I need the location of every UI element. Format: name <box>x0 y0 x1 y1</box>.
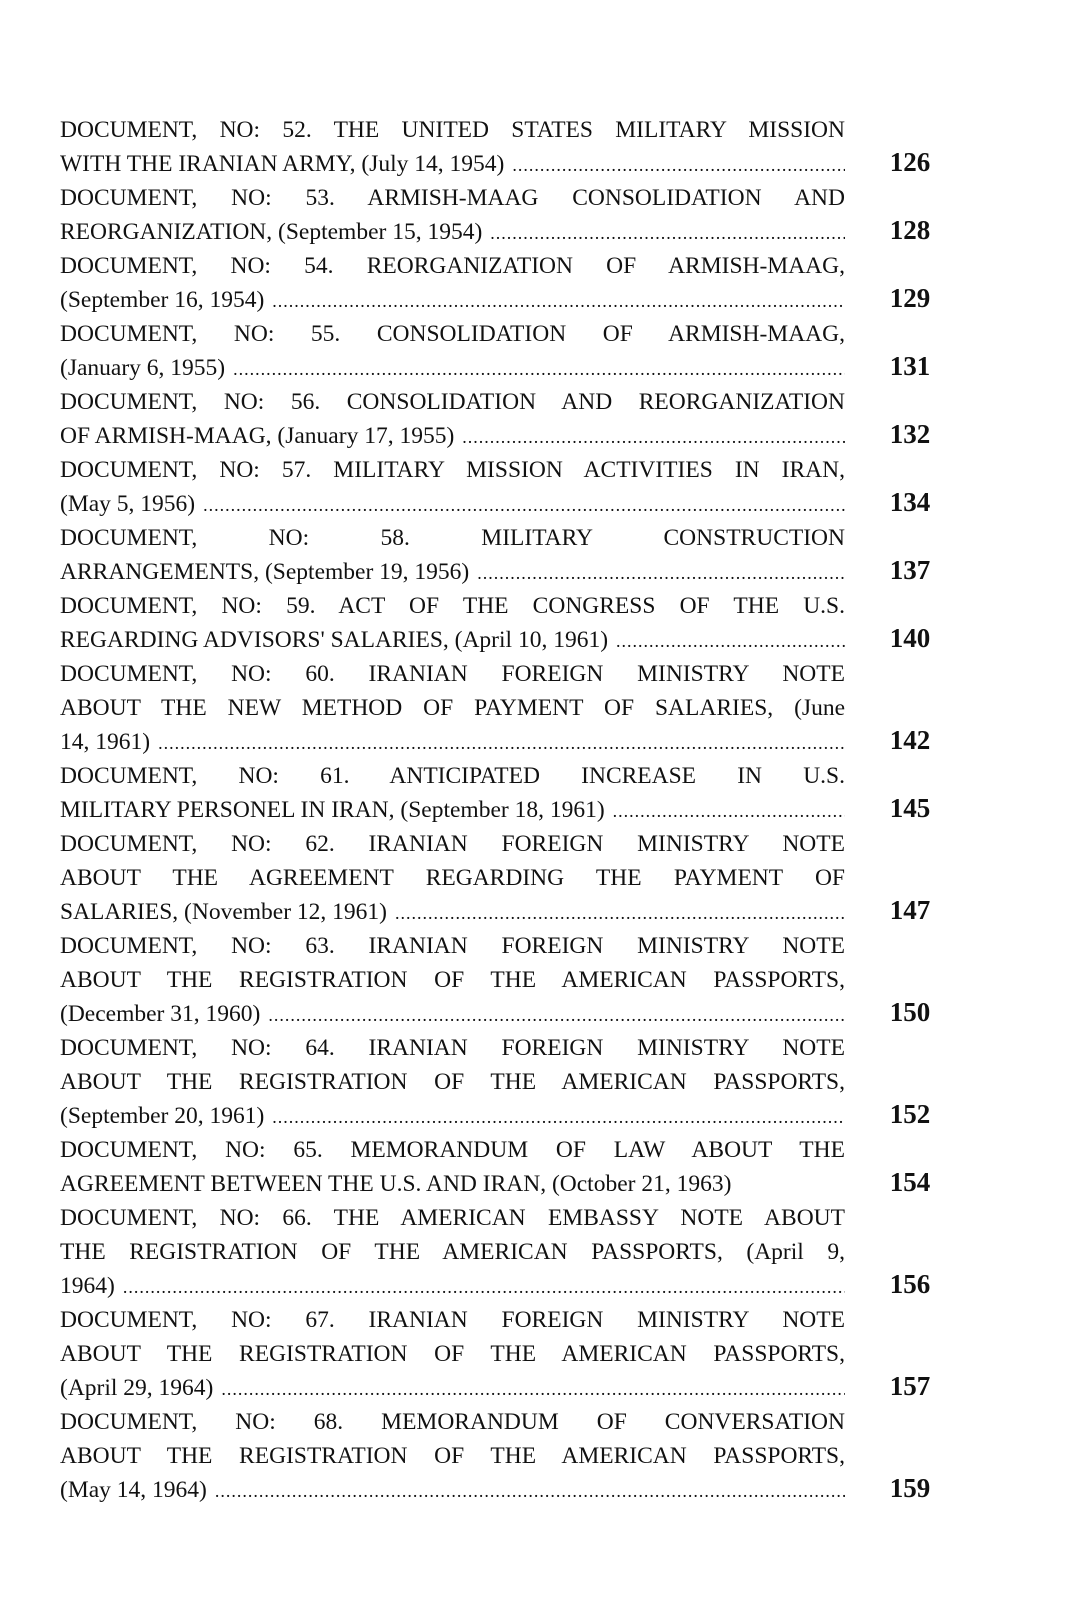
page-number: 140 <box>889 623 931 653</box>
entry-title-line: (May 14, 1964) <box>60 1477 207 1503</box>
dot-leader <box>512 148 845 181</box>
toc-entry-55 <box>60 317 960 385</box>
page-number: 134 <box>889 487 931 517</box>
entry-title-line: SALARIES, (November 12, 1961) <box>60 899 388 925</box>
toc-entry-57 <box>60 453 960 521</box>
toc-entry-58 <box>60 521 960 589</box>
entry-title-line: DOCUMENT, NO: 65. MEMORANDUM OF LAW ABOUT THE <box>60 1137 845 1163</box>
entry-title-line: DOCUMENT, NO: 61. ANTICIPATED INCREASE IN U.S. <box>60 763 845 789</box>
entry-title-line: (September 16, 1954) <box>60 287 265 313</box>
entry-title-last-line <box>60 1099 845 1133</box>
entry-title-line: DOCUMENT, NO: 59. ACT OF THE CONGRESS OF THE U.S. <box>60 593 845 619</box>
entry-title-line: 14, 1961) <box>60 729 151 755</box>
page-number: 137 <box>889 555 931 585</box>
entry-title-line: DOCUMENT, NO: 56. CONSOLIDATION AND REORGANIZATION <box>60 389 845 415</box>
entry-title-line: THE REGISTRATION OF THE AMERICAN PASSPORTS, (April 9, <box>60 1239 845 1265</box>
toc-entry-65 <box>60 1133 960 1201</box>
entry-title-last-line <box>60 419 845 453</box>
entry-title-last-line <box>60 215 845 249</box>
entry-title-line: (May 5, 1956) <box>60 491 196 517</box>
page-number: 132 <box>889 419 931 449</box>
page-number: 147 <box>889 895 931 925</box>
dot-leader <box>477 556 845 589</box>
entry-title-line: DOCUMENT, NO: 68. MEMORANDUM OF CONVERSATION <box>60 1409 845 1435</box>
entry-title-last-line <box>60 623 845 657</box>
entry-title-line: DOCUMENT, NO: 53. ARMISH-MAAG CONSOLIDATION AND <box>60 185 845 211</box>
dot-leader <box>215 1474 845 1507</box>
entry-title-line: ABOUT THE REGISTRATION OF THE AMERICAN PASSPORTS, <box>60 1341 845 1367</box>
dot-leader <box>203 488 845 521</box>
entry-title-line: DOCUMENT, NO: 52. THE UNITED STATES MILITARY MISSION <box>60 117 845 143</box>
entry-title-last-line <box>60 487 845 521</box>
page-number: 145 <box>889 793 931 823</box>
dot-leader <box>616 624 845 657</box>
toc-entry-67 <box>60 1303 960 1405</box>
entry-title-last-line <box>60 147 845 181</box>
entry-title-line: AGREEMENT BETWEEN THE U.S. AND IRAN, (October 21, 1963) <box>60 1171 732 1197</box>
toc-entry-53 <box>60 181 960 249</box>
entry-title-line: OF ARMISH-MAAG, (January 17, 1955) <box>60 423 455 449</box>
entry-title-last-line <box>60 1371 845 1405</box>
page-number: 154 <box>889 1167 931 1197</box>
dot-leader <box>490 216 845 249</box>
dot-leader <box>462 420 845 453</box>
entry-title-last-line <box>60 283 845 317</box>
toc-entry-59 <box>60 589 960 657</box>
entry-title-line: DOCUMENT, NO: 62. IRANIAN FOREIGN MINISTRY NOTE <box>60 831 845 857</box>
entry-title-line: REGARDING ADVISORS' SALARIES, (April 10, 1961) <box>60 627 609 653</box>
dot-leader <box>233 352 845 385</box>
toc-entry-64 <box>60 1031 960 1133</box>
toc-entry-68 <box>60 1405 960 1507</box>
dot-leader <box>272 1100 845 1133</box>
dot-leader <box>613 794 845 827</box>
toc-entry-56 <box>60 385 960 453</box>
page-number: 159 <box>889 1473 931 1503</box>
dot-leader <box>123 1270 845 1303</box>
entry-title-line: DOCUMENT, NO: 60. IRANIAN FOREIGN MINISTRY NOTE <box>60 661 845 687</box>
page-number: 156 <box>889 1269 931 1299</box>
toc-entry-52 <box>60 113 960 181</box>
toc-entry-62 <box>60 827 960 929</box>
entry-title-last-line <box>60 793 845 827</box>
entry-title-line: (April 29, 1964) <box>60 1375 214 1401</box>
entry-title-line: (January 6, 1955) <box>60 355 226 381</box>
entry-title-line: (September 20, 1961) <box>60 1103 265 1129</box>
entry-title-line: ABOUT THE REGISTRATION OF THE AMERICAN PASSPORTS, <box>60 1443 845 1469</box>
entry-title-line: WITH THE IRANIAN ARMY, (July 14, 1954) <box>60 151 505 177</box>
page-number: 152 <box>889 1099 931 1129</box>
entry-title-line: DOCUMENT, NO: 54. REORGANIZATION OF ARMISH-MAAG, <box>60 253 845 279</box>
entry-title-last-line <box>60 1167 845 1201</box>
page-number: 129 <box>889 283 931 313</box>
entry-title-last-line <box>60 1269 845 1303</box>
toc-entry-54 <box>60 249 960 317</box>
entry-title-line: DOCUMENT, NO: 57. MILITARY MISSION ACTIVITIES IN IRAN, <box>60 457 845 483</box>
toc-entry-66 <box>60 1201 960 1303</box>
entry-title-line: DOCUMENT, NO: 64. IRANIAN FOREIGN MINISTRY NOTE <box>60 1035 845 1061</box>
entry-title-last-line <box>60 1473 845 1507</box>
entry-title-line: ABOUT THE NEW METHOD OF PAYMENT OF SALARIES, (June <box>60 695 845 721</box>
entry-title-line: DOCUMENT, NO: 67. IRANIAN FOREIGN MINISTRY NOTE <box>60 1307 845 1333</box>
entry-title-line: DOCUMENT, NO: 55. CONSOLIDATION OF ARMISH-MAAG, <box>60 321 845 347</box>
entry-title-line: ABOUT THE REGISTRATION OF THE AMERICAN PASSPORTS, <box>60 967 845 993</box>
entry-title-line: DOCUMENT, NO: 58. MILITARY CONSTRUCTION <box>60 525 845 551</box>
table-of-contents <box>60 113 960 1507</box>
page-number: 142 <box>889 725 931 755</box>
entry-title-line: ABOUT THE AGREEMENT REGARDING THE PAYMENT OF <box>60 865 845 891</box>
entry-title-last-line <box>60 555 845 589</box>
dot-leader <box>268 998 845 1031</box>
entry-title-line: MILITARY PERSONEL IN IRAN, (September 18, 1961) <box>60 797 605 823</box>
toc-entry-60 <box>60 657 960 759</box>
page-number: 131 <box>889 351 931 381</box>
page-number: 128 <box>889 215 931 245</box>
entry-title-last-line <box>60 725 845 759</box>
page-number: 157 <box>889 1371 931 1401</box>
page-number: 150 <box>889 997 931 1027</box>
page-number: 126 <box>889 147 931 177</box>
entry-title-line: REORGANIZATION, (September 15, 1954) <box>60 219 483 245</box>
toc-entry-61 <box>60 759 960 827</box>
dot-leader <box>158 726 845 759</box>
dot-leader <box>272 284 845 317</box>
toc-entry-63 <box>60 929 960 1031</box>
dot-leader <box>221 1372 845 1405</box>
entry-title-line: DOCUMENT, NO: 63. IRANIAN FOREIGN MINISTRY NOTE <box>60 933 845 959</box>
entry-title-last-line <box>60 997 845 1031</box>
entry-title-line: DOCUMENT, NO: 66. THE AMERICAN EMBASSY NOTE ABOUT <box>60 1205 845 1231</box>
entry-title-last-line <box>60 895 845 929</box>
entry-title-line: (December 31, 1960) <box>60 1001 261 1027</box>
entry-title-line: ARRANGEMENTS, (September 19, 1956) <box>60 559 470 585</box>
entry-title-line: 1964) <box>60 1273 115 1299</box>
entry-title-line: ABOUT THE REGISTRATION OF THE AMERICAN PASSPORTS, <box>60 1069 845 1095</box>
dot-leader <box>395 896 845 929</box>
entry-title-last-line <box>60 351 845 385</box>
